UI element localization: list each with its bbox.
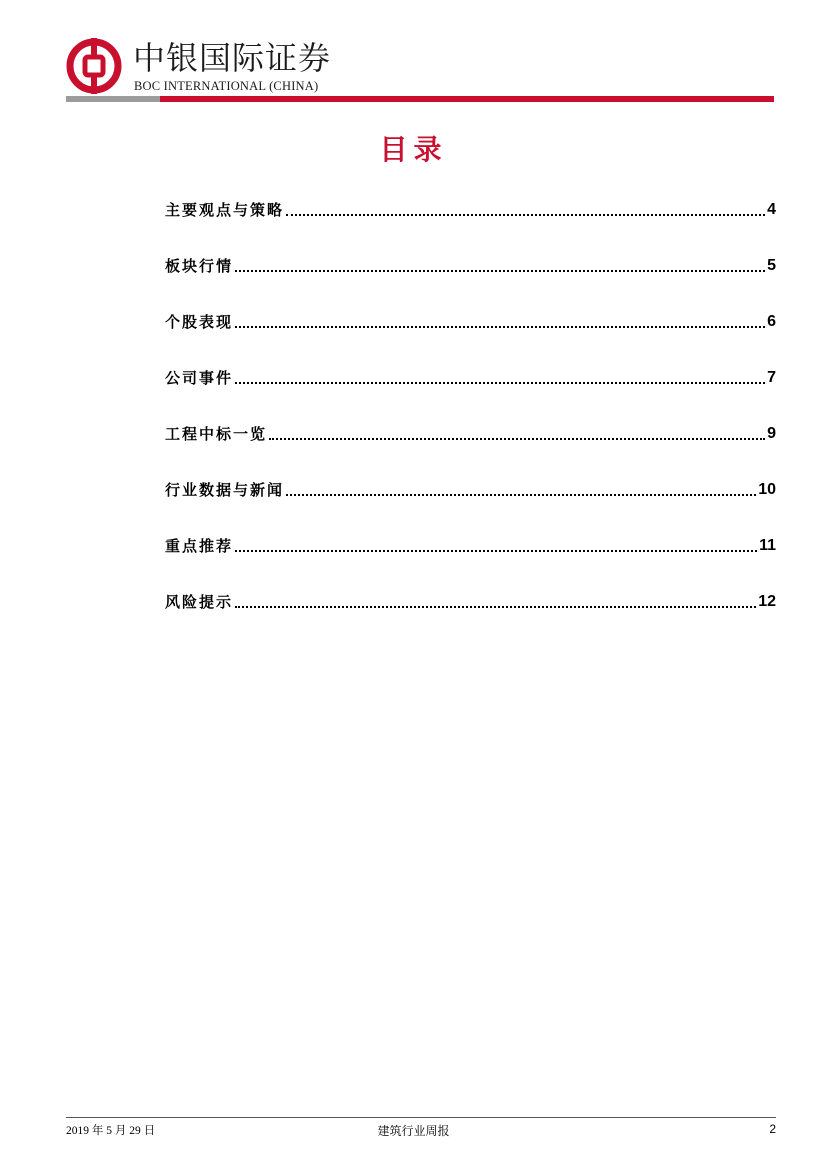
toc-item[interactable] [165,420,776,444]
toc-item[interactable] [165,308,776,332]
header-rule-red [160,96,774,102]
toc-item[interactable] [165,196,776,220]
brand-name-cn: 中银国际证券 [133,39,332,77]
boc-logo-icon [66,38,122,94]
footer-date: 2019 年 5 月 29 日 [66,1125,156,1137]
toc-item-page: 10 [758,481,776,498]
toc-item-label: 公司事件 [165,369,234,387]
toc-title: 目录 [379,133,448,166]
brand-name-en: BOC INTERNATIONAL (CHINA) [134,79,319,93]
toc-leader-dots [269,438,765,440]
toc-leader-dots [286,214,765,216]
toc-leader-dots [235,550,757,552]
toc-item-label: 板块行情 [165,257,234,275]
toc-leader-dots [235,382,765,384]
toc-item-page: 6 [767,313,776,330]
toc-item[interactable] [165,588,776,612]
header-rule-gray [66,96,160,102]
toc-item-page: 4 [767,201,776,218]
toc-item-page: 11 [759,537,776,554]
toc-item-page: 12 [758,593,776,610]
toc-item[interactable] [165,476,776,500]
toc-item[interactable] [165,252,776,276]
toc-item-page: 5 [767,257,776,274]
toc-item-label: 主要观点与策略 [165,201,285,219]
toc-item-label: 工程中标一览 [165,425,268,443]
toc-item-page: 9 [767,425,776,442]
page-header [0,0,827,110]
toc-leader-dots [286,494,756,496]
toc-item-label: 行业数据与新闻 [165,481,285,499]
footer-rule [66,1117,776,1118]
toc-item-page: 7 [767,369,776,386]
table-of-contents [165,196,776,644]
toc-item-label: 重点推荐 [165,537,234,555]
toc-leader-dots [235,326,765,328]
footer-page-number: 2 [769,1122,776,1136]
toc-item[interactable] [165,364,776,388]
toc-item[interactable] [165,532,776,556]
toc-item-label: 风险提示 [165,593,234,611]
toc-leader-dots [235,270,765,272]
toc-item-label: 个股表现 [165,313,234,331]
toc-leader-dots [235,606,756,608]
footer-report-title: 建筑行业周报 [377,1124,450,1138]
